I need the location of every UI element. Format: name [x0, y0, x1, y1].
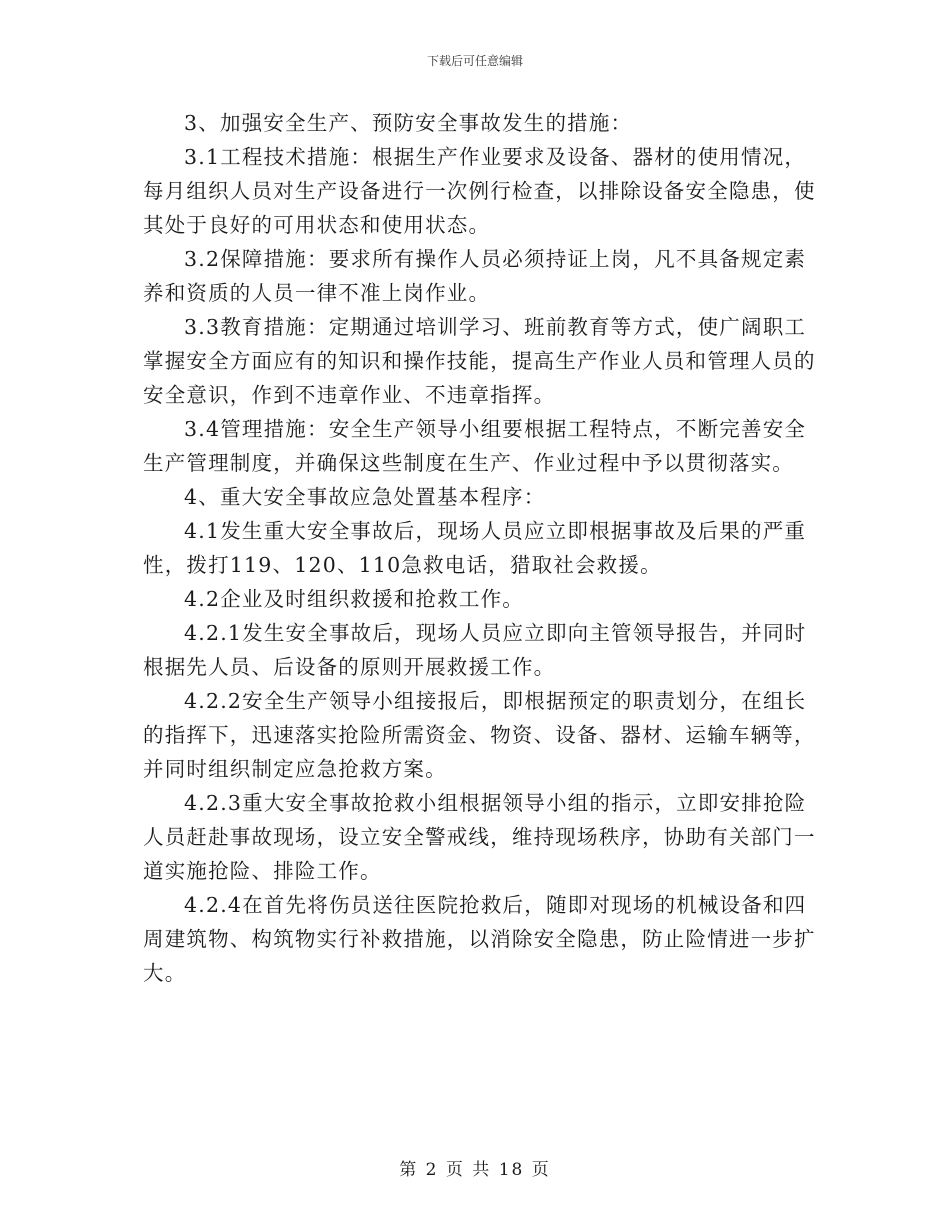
paragraph-3-3: 3.3教育措施：定期通过培训学习、班前教育等方式，使广阔职工掌握安全方面应有的知识和操作技能，提高生产作业人员和管理人员的安全意识，作到不违章作业、不违章指挥。 — [143, 315, 816, 407]
document-body — [143, 106, 819, 990]
page-footer: 第 2 页 共 18 页 — [399, 1160, 551, 1180]
paragraph-section-3-heading: 3、加强安全生产、预防安全事故发生的措施： — [184, 111, 633, 135]
paragraph-4-2-1: 4.2.1发生安全事故后，现场人员应立即向主管领导报告，并同时根据先人员、后设备的原则开展救援工作。 — [143, 621, 807, 679]
page-header: 下载后可任意编辑 — [426, 54, 523, 68]
paragraph-3-2: 3.2保障措施：要求所有操作人员必须持证上岗，凡不具备规定素养和资质的人员一律不准上岗作业。 — [143, 247, 807, 305]
paragraph-4-1: 4.1发生重大安全事故后，现场人员应立即根据事故及后果的严重性，拨打119、120、110急救电话，猎取社会救援。 — [143, 519, 807, 577]
paragraph-4-2-3: 4.2.3重大安全事故抢救小组根据领导小组的指示，立即安排抢险人员赶赴事故现场，设立安全警戒线，维持现场秩序，协助有关部门一道实施抢险、排险工作。 — [143, 791, 816, 883]
paragraph-3-1: 3.1工程技术措施：根据生产作业要求及设备、器材的使用情况，每月组织人员对生产设备进行一次例行检查，以排除设备安全隐患，使其处于良好的可用状态和使用状态。 — [143, 145, 816, 237]
paragraph-3-4: 3.4管理措施：安全生产领导小组要根据工程特点，不断完善安全生产管理制度，并确保这些制度在生产、作业过程中予以贯彻落实。 — [143, 417, 807, 475]
paragraph-section-4-heading: 4、重大安全事故应急处置基本程序： — [184, 485, 546, 509]
paragraph-4-2-2: 4.2.2安全生产领导小组接报后，即根据预定的职责划分，在组长的指挥下，迅速落实抢险所需资金、物资、设备、器材、运输车辆等，并同时组织制定应急抢救方案。 — [143, 689, 816, 781]
paragraph-4-2-4: 4.2.4在首先将伤员送往医院抢救后，随即对现场的机械设备和四周建筑物、构筑物实行补救措施，以消除安全隐患，防止险情进一步扩大。 — [143, 893, 816, 985]
paragraph-4-2: 4.2企业及时组织救援和抢救工作。 — [184, 587, 525, 611]
